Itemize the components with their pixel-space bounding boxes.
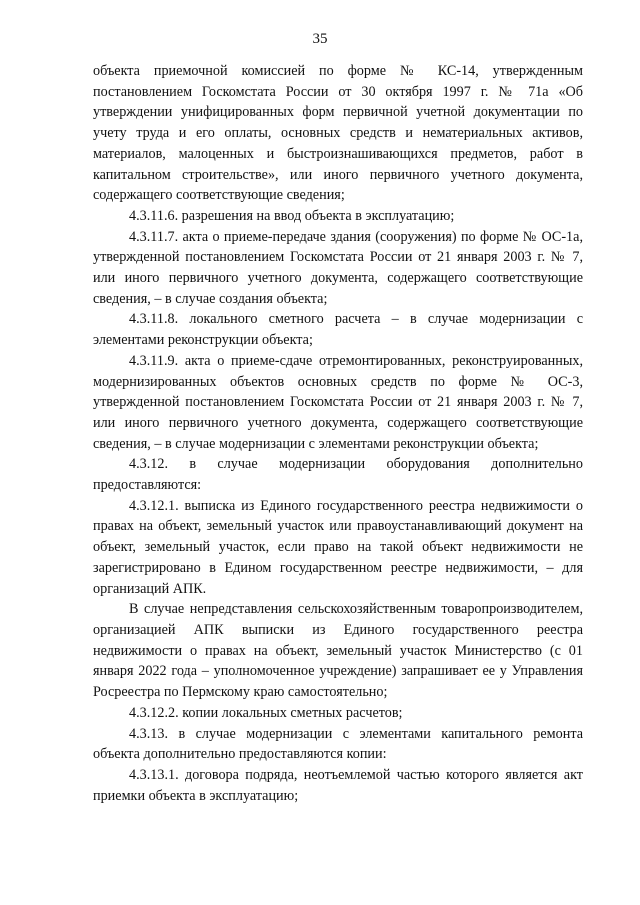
paragraph: 4.3.12.2. копии локальных сметных расчетов; xyxy=(129,704,403,721)
paragraph: 4.3.12.1. выписка из Единого государственного реестра недвижимости о правах на объект, земельный участок или правоустанавливающий документ на объект, земельный участок, если право на такой объект недвижимости не зарегистрировано в Едином государственном реестре недвижимости, – для организаций АПК. xyxy=(93,497,583,597)
paragraph: объекта приемочной комиссией по форме № КС-14, утвержденным постановлением Госкомстата России от 30 октября 1997 г. № 71а «Об утверждении унифицированных форм первичной учетной документации по учету труда и его оплаты, основных средств и нематериальных активов, материалов, малоценных и быстроизнашивающихся предметов, работ в капитальном строительстве», или иного первичного учетного документа, содержащего соответствующие сведения; xyxy=(93,63,583,204)
paragraph: 4.3.11.9. акта о приеме-сдаче отремонтированных, реконструированных, модернизированных объектов основных средств по форме № ОС-3, утвержденной постановлением Госкомстата России от 21 января 2003 г. № 7, или иного первичного учетного документа, содержащего соответствующие сведения, – в случае модернизации с элементами реконструкции объекта; xyxy=(93,352,583,452)
paragraph: 4.3.11.8. локального сметного расчета – в случае модернизации с элементами реконструкции объекта; xyxy=(93,311,583,349)
paragraph: 4.3.13. в случае модернизации с элементами капитального ремонта объекта дополнительно предоставляются копии: xyxy=(93,725,583,763)
paragraph: 4.3.11.7. акта о приеме-передаче здания (сооружения) по форме № ОС-1а, утвержденной постановлением Госкомстата России от 21 января 2003 г. № 7, или иного первичного учетного документа, содержащего соответствующие сведения, – в случае создания объекта; xyxy=(93,228,583,307)
paragraph: 4.3.11.6. разрешения на ввод объекта в эксплуатацию; xyxy=(129,207,455,224)
page-number: 35 xyxy=(312,31,328,47)
paragraph: В случае непредставления сельскохозяйственным товаропроизводителем, организацией АПК выписки из Единого государственного реестра недвижимости о правах на объект, земельный участок Министерство (с 01 января 2022 года – уполномоченное учреждение) запрашивает ее у Управления Росреестра по Пермскому краю самостоятельно; xyxy=(93,601,583,701)
paragraph: 4.3.12. в случае модернизации оборудования дополнительно предоставляются: xyxy=(93,456,583,494)
paragraph: 4.3.13.1. договора подряда, неотъемлемой частью которого является акт приемки объекта в эксплуатацию; xyxy=(93,766,583,804)
document-body xyxy=(93,61,583,806)
